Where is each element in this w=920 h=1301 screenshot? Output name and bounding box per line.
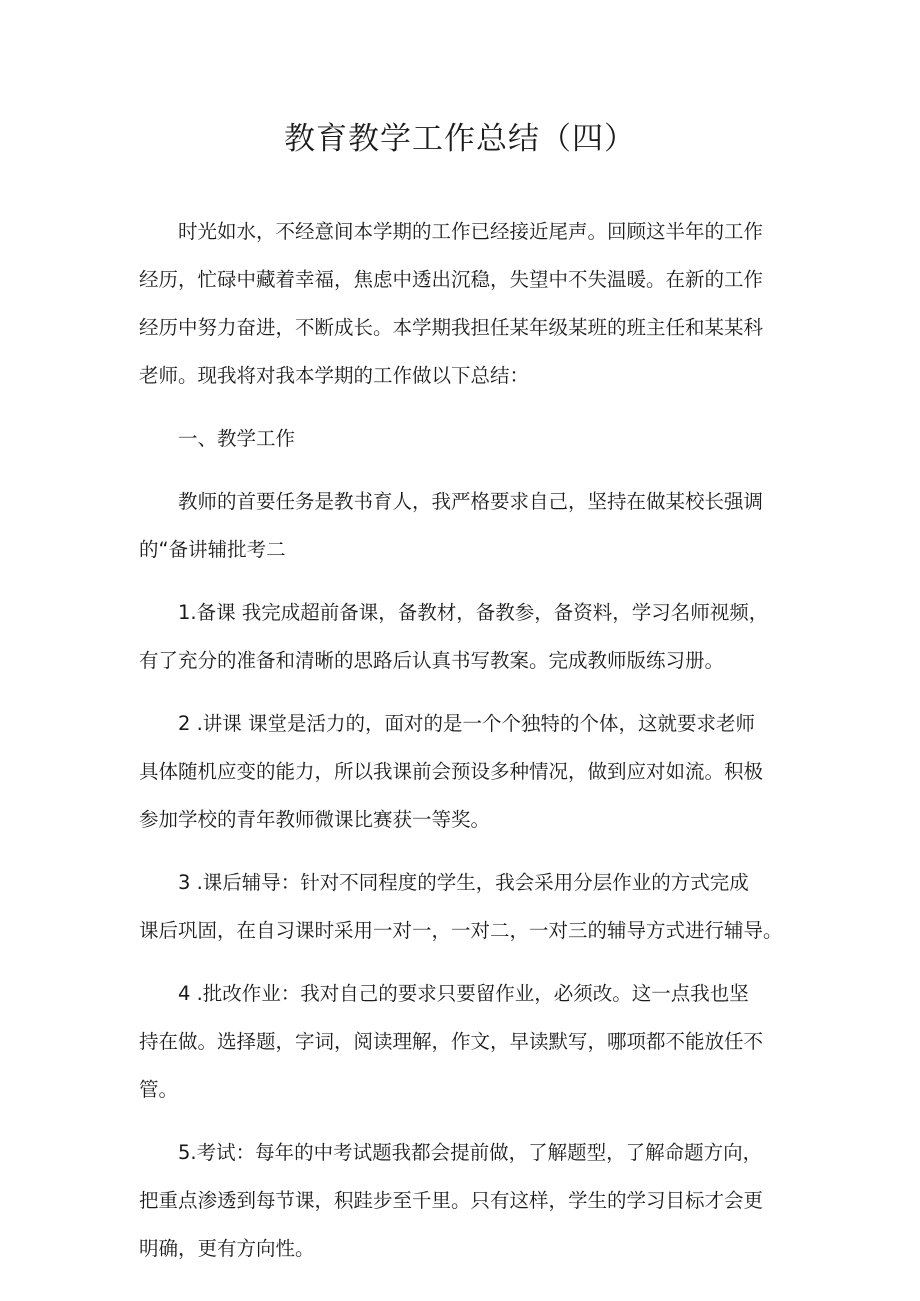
paragraph-line: 3 .课后辅导：针对不同程度的学生，我会采用分层作业的方式完成	[178, 871, 749, 894]
paragraph-line: 有了充分的准备和清晰的思路后认真书写教案。完成教师版练习册。	[139, 649, 725, 672]
document-title: 教育教学工作总结（四）	[284, 121, 636, 157]
paragraph-line: 课后巩固，在自习课时采用一对一，一对二，一对三的辅导方式进行辅导。	[139, 919, 783, 942]
paragraph-line: 教师的首要任务是教书育人，我严格要求自己，坚持在做某校长强调	[178, 490, 764, 513]
paragraph-line: 1.备课 我完成超前备课，备教材，备教参，备资料，学习名师视频，	[178, 601, 769, 624]
paragraph-line: 时光如水，不经意间本学期的工作已经接近尾声。回顾这半年的工作	[178, 220, 764, 243]
paragraph-intro	[139, 208, 789, 400]
paragraph-line: 经历中努力奋进，不断成长。本学期我担任某年级某班的班主任和某某科	[139, 316, 764, 339]
paragraph-line: 经历，忙碌中藏着幸福，焦虑中透出沉稳，失望中不失温暖。在新的工作	[139, 268, 764, 291]
section-heading-text: 一、教学工作	[178, 427, 296, 450]
document-body	[139, 208, 789, 1273]
list-item-lecturing	[139, 700, 789, 844]
paragraph-line: 把重点渗透到每节课，积跬步至千里。只有这样，学生的学习目标才会更	[139, 1189, 764, 1212]
paragraph-line: 明确，更有方向性。	[139, 1237, 315, 1260]
paragraph-line: 老师。现我将对我本学期的工作做以下总结：	[139, 364, 530, 387]
paragraph-line: 参加学校的青年教师微课比赛获一等奖。	[139, 808, 491, 831]
paragraph-line: 具体随机应变的能力，所以我课前会预设多种情况，做到应对如流。积极	[139, 760, 764, 783]
list-item-tutoring	[139, 859, 789, 955]
paragraph-line: 5.考试：每年的中考试题我都会提前做，了解题型，了解命题方向，	[178, 1141, 763, 1164]
paragraph-line: 持在做。选择题，字词，阅读理解，作文，早读默写，哪项都不能放任不	[139, 1030, 764, 1053]
list-item-lesson-prep	[139, 589, 789, 685]
paragraph-teaching-duty	[139, 478, 789, 574]
paragraph-line: 4 .批改作业：我对自己的要求只要留作业，必须改。这一点我也坚	[178, 982, 749, 1005]
list-item-grading	[139, 970, 789, 1114]
paragraph-line: 2 .讲课 课堂是活力的，面对的是一个个独特的个体，这就要求老师	[178, 712, 756, 735]
paragraph-line: 管。	[139, 1078, 179, 1101]
paragraph-line: 的“备讲辅批考二	[139, 538, 286, 561]
section-heading	[139, 415, 789, 463]
list-item-exams	[139, 1129, 789, 1273]
